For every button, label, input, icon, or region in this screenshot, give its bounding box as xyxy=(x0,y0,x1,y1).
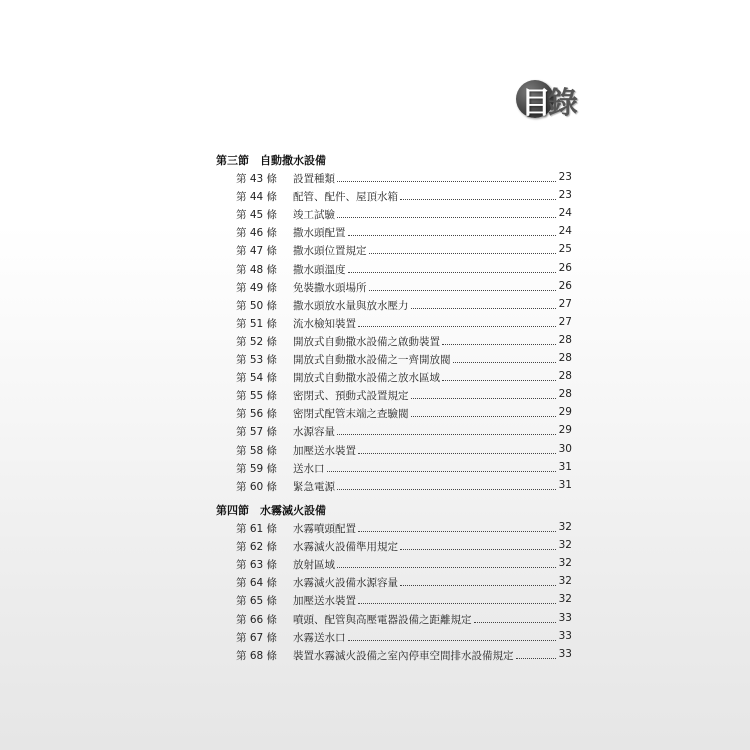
entry-title: 送水口 xyxy=(293,462,325,475)
entry-title: 水霧滅火設備準用規定 xyxy=(293,541,398,554)
article-number: 第 56 條 xyxy=(236,408,278,421)
toc-entry[interactable] xyxy=(236,370,572,386)
toc-entry[interactable] xyxy=(236,388,572,404)
dot-leader xyxy=(348,235,557,236)
entry-title: 撒水頭溫度 xyxy=(293,263,346,276)
entry-title-wrap xyxy=(293,461,558,476)
toc-entry[interactable] xyxy=(236,262,572,278)
dot-leader xyxy=(516,658,557,659)
section-title: 自動撒水設備 xyxy=(260,154,326,167)
entry-title-wrap xyxy=(293,612,558,627)
toc-entry[interactable] xyxy=(236,225,572,241)
toc-entry[interactable] xyxy=(236,298,572,314)
toc-entry[interactable] xyxy=(236,575,572,591)
article-number: 第 44 條 xyxy=(236,191,278,204)
dot-leader xyxy=(358,603,556,604)
dot-leader xyxy=(348,272,557,273)
section-heading xyxy=(216,152,326,168)
page-number: 24 xyxy=(558,225,572,238)
article-number: 第 63 條 xyxy=(236,559,278,572)
dot-leader xyxy=(453,362,557,363)
article-number: 第 46 條 xyxy=(236,227,278,240)
entry-title-wrap xyxy=(293,171,558,186)
toc-entry[interactable] xyxy=(236,189,572,205)
page-number: 23 xyxy=(558,171,572,183)
entry-title-wrap xyxy=(293,521,558,536)
dot-leader xyxy=(369,253,557,254)
dot-leader xyxy=(411,416,557,417)
page-number: 32 xyxy=(558,593,572,606)
article-number: 第 68 條 xyxy=(236,649,278,662)
toc-entry[interactable] xyxy=(236,443,572,459)
toc-entry[interactable] xyxy=(236,171,572,187)
article-number: 第 53 條 xyxy=(236,354,278,366)
dot-leader xyxy=(358,453,556,454)
page-number: 26 xyxy=(558,261,572,274)
page-number: 23 xyxy=(558,189,572,202)
article-number: 第 51 條 xyxy=(236,317,278,330)
entry-title: 免裝撒水頭場所 xyxy=(293,281,367,294)
article-number: 第 55 條 xyxy=(236,390,278,403)
toc-entry[interactable] xyxy=(236,612,572,628)
entry-title: 流水檢知裝置 xyxy=(293,317,356,330)
entry-title: 開放式自動撒水設備之一齊開放閥 xyxy=(293,354,451,366)
dot-leader xyxy=(337,567,556,568)
page-number: 33 xyxy=(558,629,572,642)
section-number: 第四節 xyxy=(216,504,249,517)
entry-title-wrap xyxy=(293,370,558,385)
dot-leader xyxy=(327,471,557,472)
toc-entry[interactable] xyxy=(236,593,572,609)
entry-title: 放射區域 xyxy=(293,559,335,572)
section-title: 水霧滅火設備 xyxy=(260,504,326,517)
entry-title: 緊急電源 xyxy=(293,480,335,493)
article-number: 第 45 條 xyxy=(236,209,278,222)
toc-entry[interactable] xyxy=(236,280,572,296)
page-number: 32 xyxy=(558,557,572,570)
toc-entry[interactable] xyxy=(236,207,572,223)
article-number: 第 49 條 xyxy=(236,281,278,294)
article-number: 第 43 條 xyxy=(236,173,278,185)
entry-title: 撒水頭位置規定 xyxy=(293,245,367,258)
dot-leader xyxy=(337,434,556,435)
entry-title-wrap xyxy=(293,207,558,222)
dot-leader xyxy=(411,308,557,309)
entry-title-wrap xyxy=(293,593,558,608)
page-number: 25 xyxy=(558,243,572,256)
dot-leader xyxy=(337,489,556,490)
entry-title: 加壓送水裝置 xyxy=(293,595,356,608)
page-number: 29 xyxy=(558,406,572,419)
dot-leader xyxy=(400,585,556,586)
page-number: 33 xyxy=(558,647,572,660)
toc-entry[interactable] xyxy=(236,521,572,537)
toc-entry[interactable] xyxy=(236,334,572,350)
entry-title: 裝置水霧滅火設備之室內停車空間排水設備規定 xyxy=(293,649,514,662)
logo-char-1: 目 xyxy=(521,86,551,121)
dot-leader xyxy=(337,181,556,182)
entry-title: 開放式自動撒水設備之啟動裝置 xyxy=(293,335,440,348)
entry-title-wrap xyxy=(293,262,558,277)
toc-entry[interactable] xyxy=(236,479,572,495)
page-number: 28 xyxy=(558,370,572,383)
entry-title-wrap xyxy=(293,280,558,295)
entry-title-wrap xyxy=(293,557,558,572)
article-number: 第 58 條 xyxy=(236,444,278,457)
dot-leader xyxy=(442,344,556,345)
toc-entry[interactable] xyxy=(236,630,572,646)
article-number: 第 48 條 xyxy=(236,263,278,276)
toc-entry[interactable] xyxy=(236,316,572,332)
entry-title: 水霧送水口 xyxy=(293,631,346,644)
entry-title-wrap xyxy=(293,298,558,313)
article-number: 第 57 條 xyxy=(236,426,278,439)
page-number: 32 xyxy=(558,575,572,588)
page-number: 28 xyxy=(558,333,572,346)
section-number: 第三節 xyxy=(216,154,249,167)
article-number: 第 65 條 xyxy=(236,595,278,608)
toc-entry[interactable] xyxy=(236,461,572,477)
entry-title: 密閉式、預動式設置規定 xyxy=(293,390,409,403)
toc-entry[interactable] xyxy=(236,557,572,573)
toc-entry[interactable] xyxy=(236,424,572,440)
entry-title: 開放式自動撒水設備之放水區域 xyxy=(293,372,440,385)
dot-leader xyxy=(442,380,556,381)
article-number: 第 47 條 xyxy=(236,245,278,258)
page-number: 31 xyxy=(558,460,572,473)
page-number: 32 xyxy=(558,521,572,533)
entry-title: 密閉式配管末端之查驗閥 xyxy=(293,408,409,421)
toc-logo xyxy=(516,78,578,120)
article-number: 第 61 條 xyxy=(236,523,278,535)
entry-title: 水霧噴頭配置 xyxy=(293,523,356,535)
article-number: 第 62 條 xyxy=(236,541,278,554)
entry-title-wrap xyxy=(293,189,558,204)
entry-title-wrap xyxy=(293,443,558,458)
page-number: 27 xyxy=(558,315,572,328)
article-number: 第 66 條 xyxy=(236,613,278,626)
entry-title-wrap xyxy=(293,479,558,494)
dot-leader xyxy=(348,640,557,641)
entry-title: 加壓送水裝置 xyxy=(293,444,356,457)
entry-title: 噴頭、配管與高壓電器設備之距離規定 xyxy=(293,613,472,626)
entry-title-wrap xyxy=(293,630,558,645)
page-number: 24 xyxy=(558,207,572,220)
entry-title: 竣工試驗 xyxy=(293,209,335,222)
page-number: 28 xyxy=(558,388,572,401)
entry-title-wrap xyxy=(293,648,558,663)
dot-leader xyxy=(358,326,556,327)
page-number: 26 xyxy=(558,279,572,292)
entry-title-wrap xyxy=(293,334,558,349)
section-heading xyxy=(216,502,326,518)
toc-entry[interactable] xyxy=(236,243,572,259)
page-number: 30 xyxy=(558,442,572,455)
entry-title: 水源容量 xyxy=(293,426,335,439)
dot-leader xyxy=(358,531,556,532)
article-number: 第 67 條 xyxy=(236,631,278,644)
toc-entry[interactable] xyxy=(236,406,572,422)
entry-title-wrap xyxy=(293,225,558,240)
article-number: 第 54 條 xyxy=(236,372,278,385)
article-number: 第 60 條 xyxy=(236,480,278,493)
entry-title: 設置種類 xyxy=(293,173,335,185)
entry-title: 撒水頭配置 xyxy=(293,227,346,240)
entry-title-wrap xyxy=(293,388,558,403)
toc-entry[interactable] xyxy=(236,539,572,555)
article-number: 第 64 條 xyxy=(236,577,278,590)
entry-title-wrap xyxy=(293,352,558,367)
dot-leader xyxy=(400,549,556,550)
article-number: 第 52 條 xyxy=(236,335,278,348)
page-number: 28 xyxy=(558,352,572,364)
page-number: 27 xyxy=(558,297,572,310)
toc-entry[interactable] xyxy=(236,648,572,664)
dot-leader xyxy=(474,622,557,623)
page-number: 33 xyxy=(558,611,572,624)
page-number: 31 xyxy=(558,478,572,491)
entry-title-wrap xyxy=(293,575,558,590)
page-number: 29 xyxy=(558,424,572,437)
toc-entry[interactable] xyxy=(236,352,572,368)
dot-leader xyxy=(337,217,556,218)
article-number: 第 50 條 xyxy=(236,299,278,312)
entry-title-wrap xyxy=(293,539,558,554)
article-number: 第 59 條 xyxy=(236,462,278,475)
dot-leader xyxy=(411,398,557,399)
entry-title: 水霧滅火設備水源容量 xyxy=(293,577,398,590)
dot-leader xyxy=(369,290,557,291)
page-number: 32 xyxy=(558,539,572,552)
logo-char-2: 錄 xyxy=(548,86,578,121)
entry-title-wrap xyxy=(293,243,558,258)
entry-title-wrap xyxy=(293,316,558,331)
dot-leader xyxy=(400,199,556,200)
entry-title-wrap xyxy=(293,424,558,439)
entry-title: 撒水頭放水量與放水壓力 xyxy=(293,299,409,312)
entry-title: 配管、配件、屋頂水箱 xyxy=(293,191,398,204)
entry-title-wrap xyxy=(293,406,558,421)
